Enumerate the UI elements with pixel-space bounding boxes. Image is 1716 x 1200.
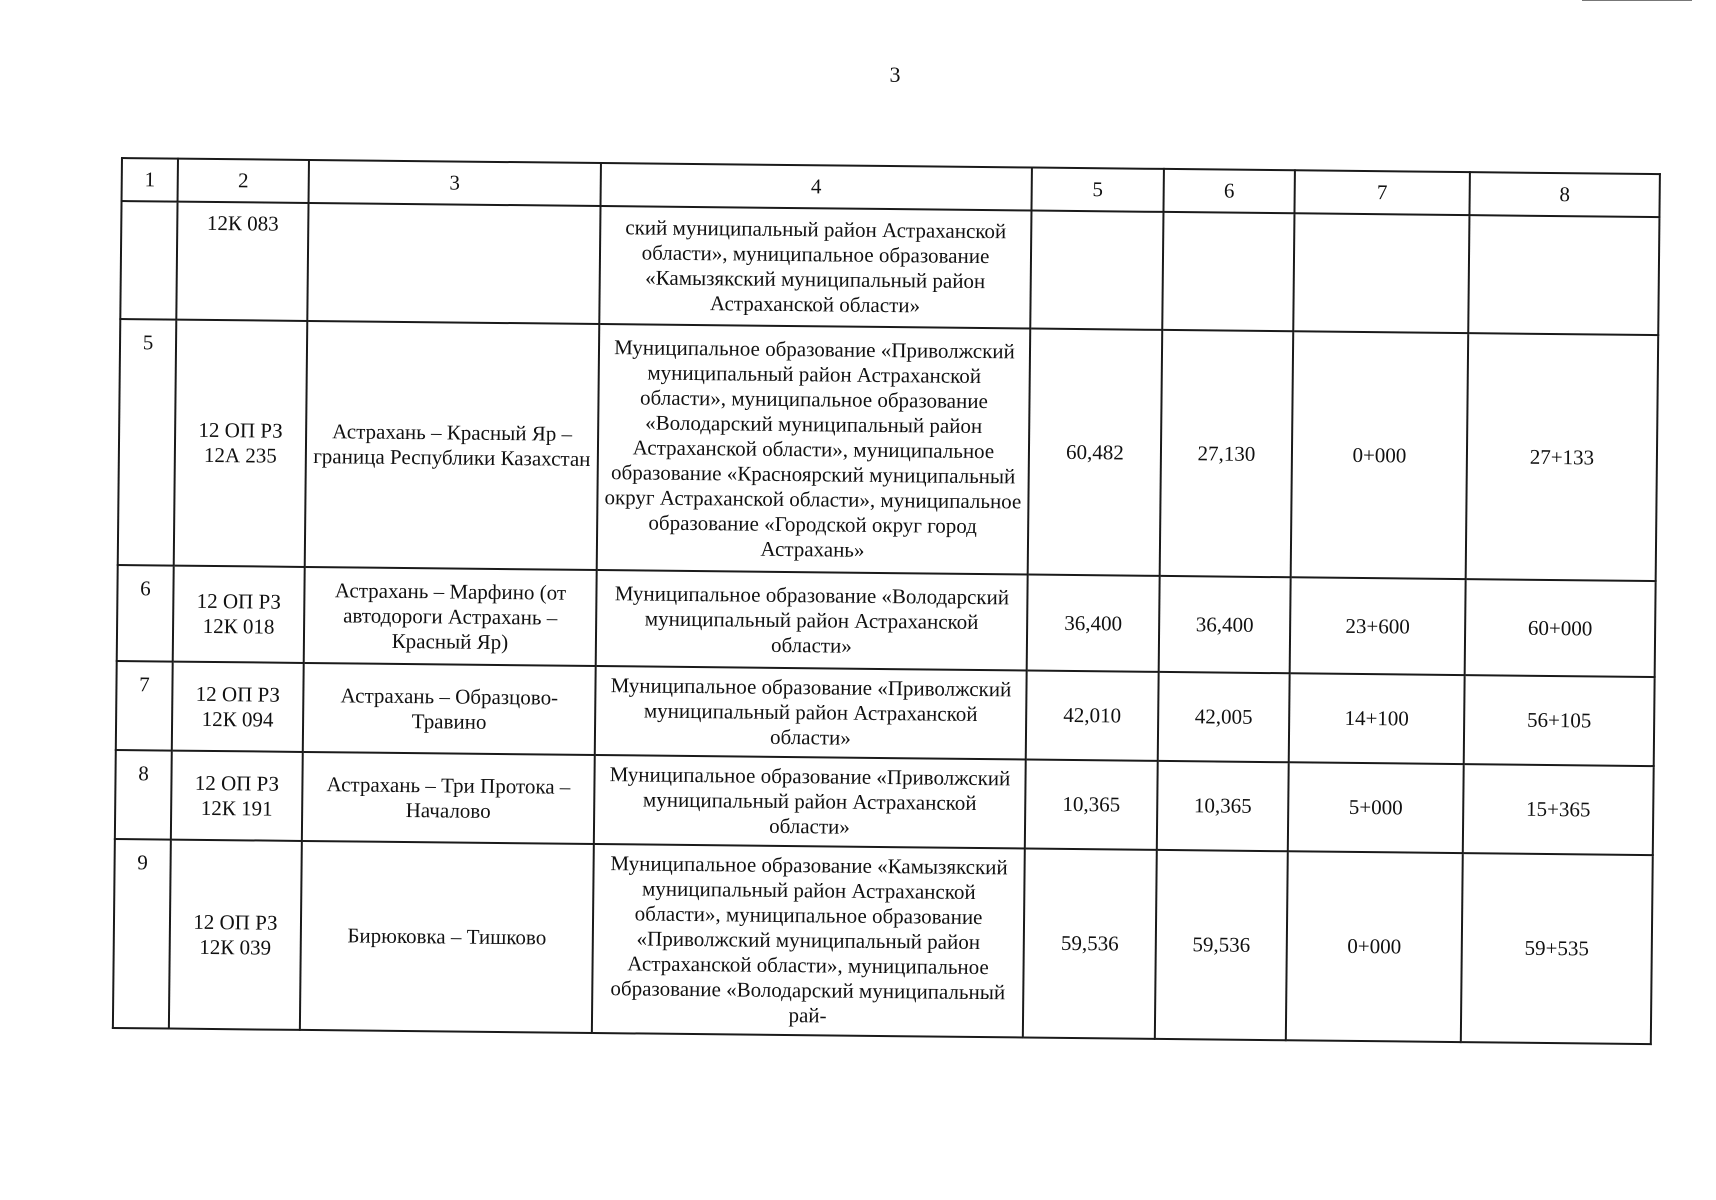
value-cell: 36,400 [1027, 575, 1160, 672]
row-number-cell: 6 [117, 565, 174, 662]
municipality-cell: Муниципальное образование «Приволжский муниципальный район Астраханской области» [595, 666, 1027, 760]
road-name-cell: Астрахань – Красный Яр – граница Республики Казахстан [305, 321, 600, 570]
page-number: 3 [889, 62, 901, 87]
municipality-cell: Муниципальное образование «Володарский муниципальный район Астраханской области» [596, 570, 1028, 671]
value-cell: 56+105 [1464, 675, 1655, 766]
row-number-cell: 9 [113, 839, 171, 1029]
value-cell: 42,005 [1158, 672, 1290, 762]
road-code-cell: 12 ОП РЗ 12А 235 [174, 320, 308, 567]
municipality-cell: ский муниципальный район Астраханской области», муниципальное образование «Камызякский муниципальный район Астраханской области» [599, 206, 1031, 329]
value-cell: 23+600 [1290, 577, 1466, 675]
row-number-cell: 7 [116, 661, 173, 751]
header-cell: 1 [122, 158, 178, 202]
table-row [120, 201, 1659, 335]
road-code-cell: 12 ОП РЗ 12К 039 [169, 840, 302, 1030]
header-cell: 8 [1469, 172, 1659, 217]
value-cell: 10,365 [1157, 761, 1289, 851]
header-cell: 5 [1031, 168, 1163, 212]
value-cell: 42,010 [1026, 671, 1159, 761]
municipality-cell: Муниципальное образование «Приволжский муниципальный район Астраханской области», муниципальное образование «Володарский муниципальный район Астраханской области», муниципальное образование «Красноярский муниципальный округ Астраханской области», муниципальное образование «Городской округ город Астрахань» [597, 324, 1031, 574]
road-name-cell: Бирюковка – Тишково [300, 841, 594, 1033]
value-cell: 0+000 [1286, 851, 1463, 1042]
value-cell: 15+365 [1463, 764, 1654, 855]
value-cell: 0+000 [1291, 331, 1469, 579]
roads-table [112, 157, 1661, 1045]
value-cell [1030, 211, 1163, 330]
road-name-cell: Астрахань – Образцово-Травино [303, 663, 596, 755]
row-number-cell: 8 [115, 750, 172, 840]
value-cell: 14+100 [1289, 673, 1465, 764]
value-cell: 36,400 [1159, 576, 1291, 673]
value-cell: 27,130 [1160, 330, 1294, 577]
road-code-cell: 12 ОП РЗ 12К 094 [172, 662, 304, 752]
value-cell: 59+535 [1461, 853, 1653, 1044]
row-number-cell [120, 201, 177, 320]
municipality-cell: Муниципальное образование «Приволжский муниципальный район Астраханской области» [594, 755, 1026, 849]
table-row [116, 661, 1655, 766]
road-name-cell [307, 203, 600, 324]
value-cell: 60+000 [1465, 579, 1656, 677]
row-number-cell: 5 [118, 319, 177, 566]
road-code-cell: 12К 083 [176, 202, 308, 321]
table-row [118, 319, 1658, 581]
table-row [113, 839, 1653, 1044]
value-cell: 27+133 [1466, 333, 1659, 581]
value-cell [1468, 215, 1659, 335]
table-row [115, 750, 1654, 855]
road-code-cell: 12 ОП РЗ 12К 191 [171, 751, 303, 841]
header-cell: 4 [601, 163, 1032, 211]
header-cell: 2 [178, 159, 309, 203]
value-cell [1162, 212, 1294, 331]
header-cell: 6 [1163, 169, 1294, 213]
municipality-cell: Муниципальное образование «Камызякский муниципальный район Астраханской области», муниципальное образование «Приволжский муниципальный район Астраханской области», муниципальное образование «Володарский муниципальный рай- [592, 844, 1025, 1038]
value-cell [1293, 213, 1469, 333]
value-cell: 10,365 [1025, 760, 1158, 850]
table-row [117, 565, 1656, 677]
header-cell: 3 [309, 160, 601, 206]
value-cell: 59,536 [1155, 850, 1288, 1040]
value-cell: 59,536 [1023, 849, 1157, 1039]
value-cell: 5+000 [1288, 762, 1464, 853]
road-code-cell: 12 ОП РЗ 12К 018 [173, 566, 305, 663]
road-name-cell: Астрахань – Три Протока – Началово [302, 752, 595, 844]
scan-corner-mark [1582, 0, 1692, 4]
road-name-cell: Астрахань – Марфино (от автодороги Астрахань – Красный Яр) [304, 567, 597, 666]
value-cell: 60,482 [1028, 329, 1163, 576]
header-cell: 7 [1294, 170, 1469, 215]
